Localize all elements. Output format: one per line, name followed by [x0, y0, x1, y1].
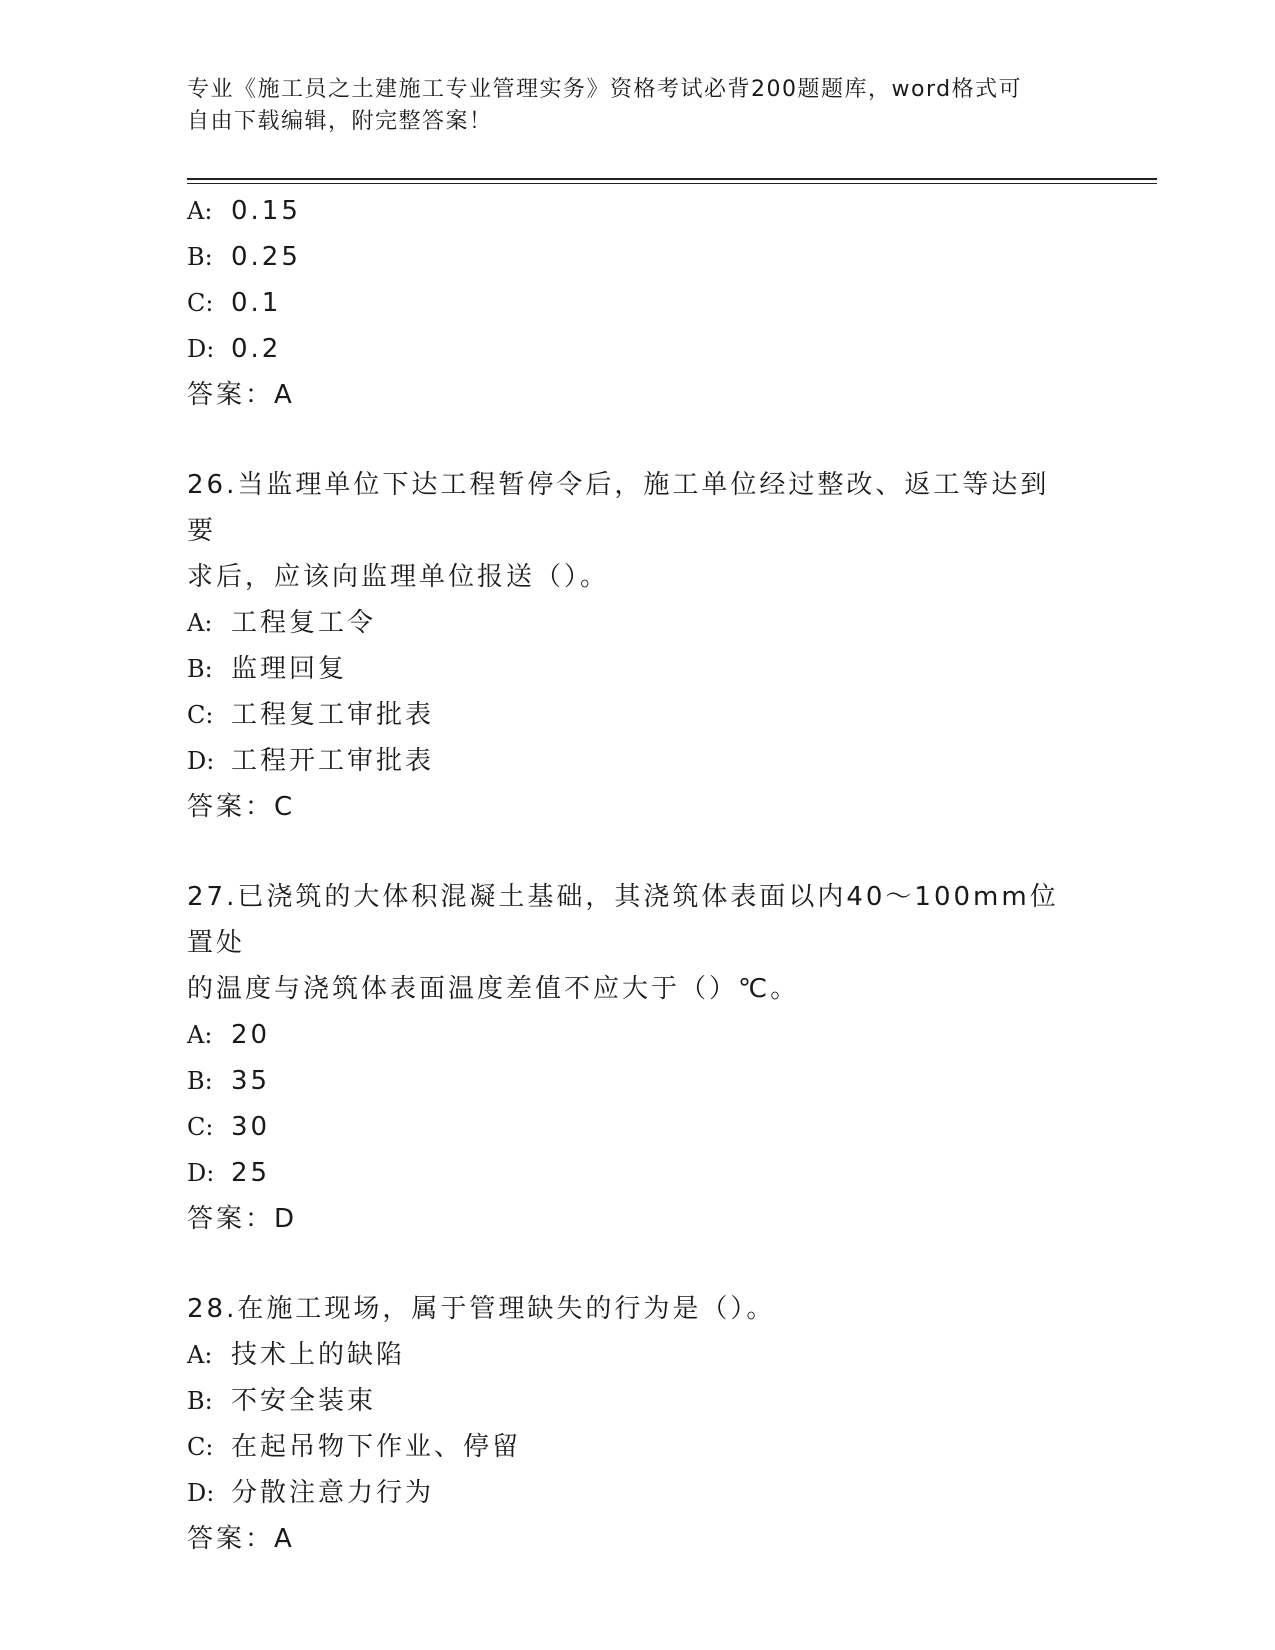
question-25-tail	[187, 188, 1157, 418]
option-text: 20	[231, 1020, 271, 1050]
question-text-line-1: 27.已浇筑的大体积混凝土基础，其浇筑体表面以内40～100mm位置处	[187, 882, 1059, 958]
option-letter: A:	[187, 197, 213, 225]
option-letter: D:	[187, 335, 215, 363]
option-b	[187, 1058, 1157, 1104]
option-text: 35	[231, 1066, 271, 1096]
option-text: 30	[231, 1112, 271, 1142]
option-letter: B:	[187, 243, 213, 271]
option-text: 不安全装束	[231, 1386, 377, 1416]
option-letter: C:	[187, 1113, 214, 1141]
option-letter: B:	[187, 655, 213, 683]
answer-line: 答案：D	[187, 1204, 298, 1234]
option-letter: B:	[187, 1067, 213, 1095]
option-letter: D:	[187, 747, 215, 775]
option-b	[187, 646, 1157, 692]
option-a	[187, 1012, 1157, 1058]
option-letter: A:	[187, 1341, 213, 1369]
option-b	[187, 1378, 1157, 1424]
option-c	[187, 692, 1157, 738]
document-header	[187, 74, 1087, 138]
option-letter: A:	[187, 1021, 213, 1049]
question-text	[187, 874, 1067, 1012]
option-d	[187, 1150, 1157, 1196]
option-text: 工程开工审批表	[231, 746, 435, 776]
option-d	[187, 1470, 1157, 1516]
header-divider	[187, 178, 1157, 184]
option-text: 0.25	[231, 242, 301, 272]
question-text-line-1: 26.当监理单位下达工程暂停令后，施工单位经过整改、返工等达到要	[187, 470, 1050, 546]
option-a	[187, 600, 1157, 646]
option-b	[187, 234, 1157, 280]
spacer	[187, 1242, 1157, 1286]
option-letter: C:	[187, 289, 214, 317]
header-title-line-2: 自由下载编辑，附完整答案！	[187, 109, 493, 134]
answer-line: 答案：A	[187, 1524, 295, 1554]
option-text: 监理回复	[231, 654, 348, 684]
option-text: 0.2	[231, 334, 282, 364]
option-text: 0.15	[231, 196, 301, 226]
option-letter: C:	[187, 1433, 214, 1461]
option-d	[187, 738, 1157, 784]
option-a	[187, 1332, 1157, 1378]
question-text	[187, 1286, 1067, 1332]
option-text: 25	[231, 1158, 271, 1188]
option-text: 工程复工审批表	[231, 700, 435, 730]
option-letter: D:	[187, 1159, 215, 1187]
option-c	[187, 1104, 1157, 1150]
option-letter: D:	[187, 1479, 215, 1507]
option-letter: C:	[187, 701, 214, 729]
answer-line: 答案：C	[187, 792, 296, 822]
answer-line: 答案：A	[187, 380, 295, 410]
option-letter: A:	[187, 609, 213, 637]
option-text: 技术上的缺陷	[231, 1340, 406, 1370]
question-27	[187, 874, 1157, 1242]
question-text-line-2: 求后，应该向监理单位报送（）。	[187, 562, 610, 592]
option-letter: B:	[187, 1387, 213, 1415]
option-c	[187, 280, 1157, 326]
option-d	[187, 326, 1157, 372]
spacer	[187, 418, 1157, 462]
option-text: 0.1	[231, 288, 282, 318]
question-text	[187, 462, 1067, 600]
option-text: 在起吊物下作业、停留	[231, 1432, 522, 1462]
option-text: 工程复工令	[231, 608, 377, 638]
header-title-line-1: 专业《施工员之土建施工专业管理实务》资格考试必背200题题库，word格式可	[187, 77, 1023, 102]
question-26	[187, 462, 1157, 830]
option-c	[187, 1424, 1157, 1470]
question-28	[187, 1286, 1157, 1562]
question-text-line-2: 的温度与浇筑体表面温度差值不应大于（）℃。	[187, 974, 800, 1004]
question-list	[187, 188, 1157, 1562]
option-text: 分散注意力行为	[231, 1478, 435, 1508]
option-a	[187, 188, 1157, 234]
question-text-line-1: 28.在施工现场，属于管理缺失的行为是（）。	[187, 1294, 776, 1324]
spacer	[187, 830, 1157, 874]
